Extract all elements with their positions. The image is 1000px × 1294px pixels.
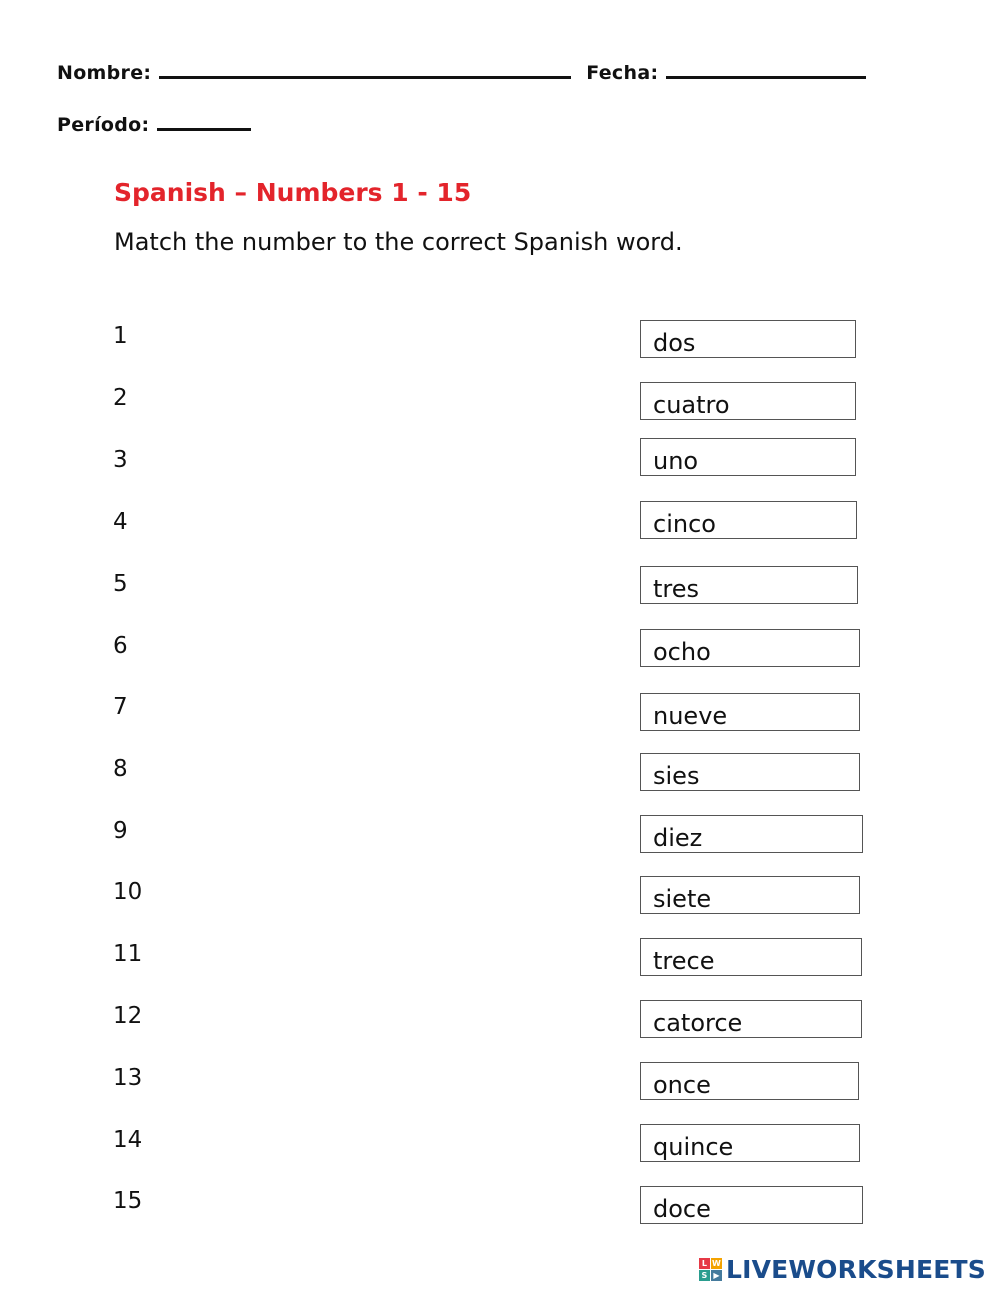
date-blank bbox=[666, 58, 866, 79]
number-label: 5 bbox=[113, 571, 128, 597]
number-label: 10 bbox=[113, 879, 143, 905]
name-blank bbox=[159, 58, 571, 79]
number-label: 4 bbox=[113, 509, 128, 535]
answer-word-box[interactable]: once bbox=[640, 1062, 859, 1100]
number-label: 11 bbox=[113, 941, 143, 967]
logo-mark-icon: L W S ▶ bbox=[699, 1258, 722, 1281]
period-blank bbox=[157, 110, 251, 131]
answer-word-box[interactable]: uno bbox=[640, 438, 856, 476]
name-date-line bbox=[57, 58, 866, 84]
answer-word-box[interactable]: sies bbox=[640, 753, 860, 791]
number-label: 8 bbox=[113, 756, 128, 782]
liveworksheets-logo bbox=[699, 1255, 986, 1284]
answer-word-box[interactable]: quince bbox=[640, 1124, 860, 1162]
number-label: 13 bbox=[113, 1065, 143, 1091]
answer-word-box[interactable]: trece bbox=[640, 938, 862, 976]
period-line bbox=[57, 110, 251, 136]
answer-word-box[interactable]: ocho bbox=[640, 629, 860, 667]
number-label: 15 bbox=[113, 1188, 143, 1214]
worksheet-title: Spanish – Numbers 1 - 15 bbox=[114, 178, 472, 207]
number-label: 14 bbox=[113, 1127, 143, 1153]
answer-word-box[interactable]: catorce bbox=[640, 1000, 862, 1038]
number-label: 2 bbox=[113, 385, 128, 411]
number-label: 7 bbox=[113, 694, 128, 720]
number-label: 3 bbox=[113, 447, 128, 473]
logo-text: LIVEWORKSHEETS bbox=[725, 1255, 986, 1284]
number-label: 1 bbox=[113, 323, 128, 349]
number-label: 6 bbox=[113, 633, 128, 659]
number-label: 9 bbox=[113, 818, 128, 844]
answer-word-box[interactable]: cinco bbox=[640, 501, 857, 539]
worksheet-instruction: Match the number to the correct Spanish word. bbox=[114, 228, 683, 256]
name-label: Nombre: bbox=[57, 62, 152, 84]
number-label: 12 bbox=[113, 1003, 143, 1029]
answer-word-box[interactable]: nueve bbox=[640, 693, 860, 731]
answer-word-box[interactable]: tres bbox=[640, 566, 858, 604]
answer-word-box[interactable]: cuatro bbox=[640, 382, 856, 420]
answer-word-box[interactable]: diez bbox=[640, 815, 863, 853]
answer-word-box[interactable]: siete bbox=[640, 876, 860, 914]
date-label: Fecha: bbox=[586, 62, 659, 84]
answer-word-box[interactable]: doce bbox=[640, 1186, 863, 1224]
answer-word-box[interactable]: dos bbox=[640, 320, 856, 358]
period-label: Período: bbox=[57, 114, 150, 136]
